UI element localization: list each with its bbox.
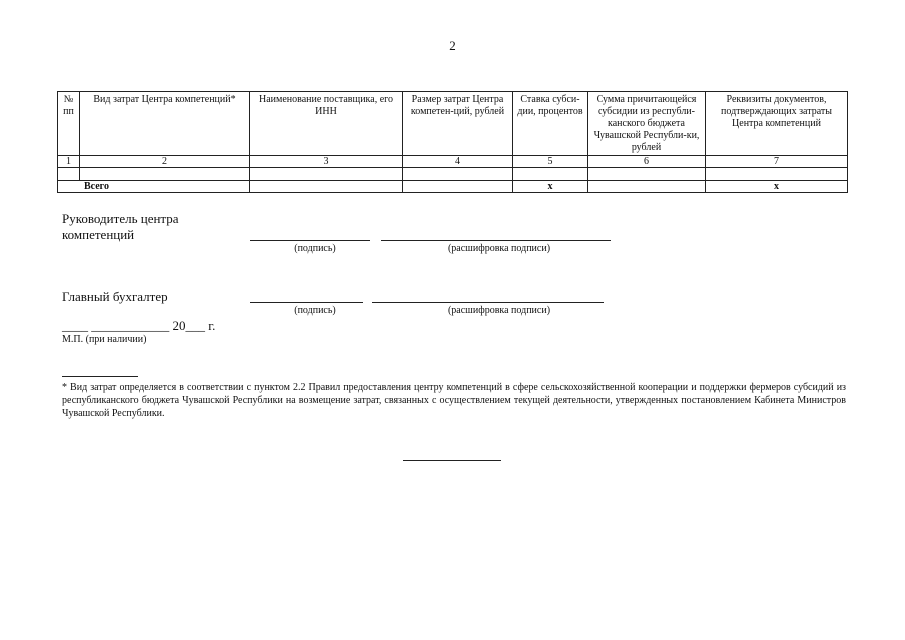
end-of-document-line <box>403 460 501 461</box>
total-x-mark-documents: х <box>706 181 848 193</box>
total-row <box>58 181 848 193</box>
header-cell-expense-amount: Размер затрат Центра компетен-ций, рублей <box>403 92 513 156</box>
header-cell-number: № пп <box>58 92 80 156</box>
total-label: Всего <box>58 181 250 193</box>
head-decoding-line <box>381 240 611 241</box>
column-number: 4 <box>403 156 513 168</box>
total-x-mark-rate: х <box>513 181 588 193</box>
empty-cell <box>403 181 513 193</box>
header-cell-supplier: Наименование поставщика, его ИНН <box>250 92 403 156</box>
column-number: 7 <box>706 156 848 168</box>
head-decoding-caption: (расшифровка подписи) <box>447 243 551 254</box>
column-number: 6 <box>588 156 706 168</box>
accountant-decoding-caption: (расшифровка подписи) <box>447 305 551 316</box>
date-line: ____ ____________ 20___ г. <box>62 318 216 333</box>
empty-cell <box>250 181 403 193</box>
column-number: 2 <box>80 156 250 168</box>
column-number: 3 <box>250 156 403 168</box>
accountant-signature-caption: (подпись) <box>294 305 336 316</box>
page-number: 2 <box>449 38 456 53</box>
empty-cell <box>588 168 706 181</box>
empty-cell <box>250 168 403 181</box>
column-number-row <box>58 156 848 168</box>
accountant-label: Главный бухгалтер <box>62 289 168 304</box>
table-header-row <box>58 92 848 156</box>
head-label <box>62 211 179 243</box>
empty-cell <box>403 168 513 181</box>
empty-cell <box>588 181 706 193</box>
column-number: 1 <box>58 156 80 168</box>
head-label-line1: Руководитель центра <box>62 211 179 226</box>
empty-cell <box>80 168 250 181</box>
header-cell-expense-type: Вид затрат Центра компетенций* <box>80 92 250 156</box>
accountant-signature-line <box>250 302 363 303</box>
head-signature-caption: (подпись) <box>294 243 336 254</box>
empty-cell <box>58 168 80 181</box>
accountant-decoding-line <box>372 302 604 303</box>
footnote: * Вид затрат определяется в соответствии с пунктом 2.2 Правил предоставления центру компетенций в сфере сельскохозяйственной кооперации и поддержки фермеров субсидий из республиканского бюджета Чувашской Республики на возмещение затрат, связанных с осуществлением текущей деятельности, утвержденных постановлением Кабинета Министров Чувашской Республики. <box>62 382 846 419</box>
header-cell-subsidy-rate: Ставка субси-дии, процентов <box>513 92 588 156</box>
empty-cell <box>706 168 848 181</box>
head-label-line2: компетенций <box>62 227 135 242</box>
table-row <box>58 168 848 181</box>
expenses-table <box>57 91 848 193</box>
stamp-note: М.П. (при наличии) <box>62 334 147 345</box>
column-number: 5 <box>513 156 588 168</box>
head-signature-line <box>250 240 370 241</box>
header-cell-subsidy-sum: Сумма причитающейся субсидии из республи-канского бюджета Чувашской Республи-ки, рублей <box>588 92 706 156</box>
header-cell-documents: Реквизиты документов, подтверждающих затраты Центра компетенций <box>706 92 848 156</box>
empty-cell <box>513 168 588 181</box>
footnote-divider <box>62 376 138 377</box>
